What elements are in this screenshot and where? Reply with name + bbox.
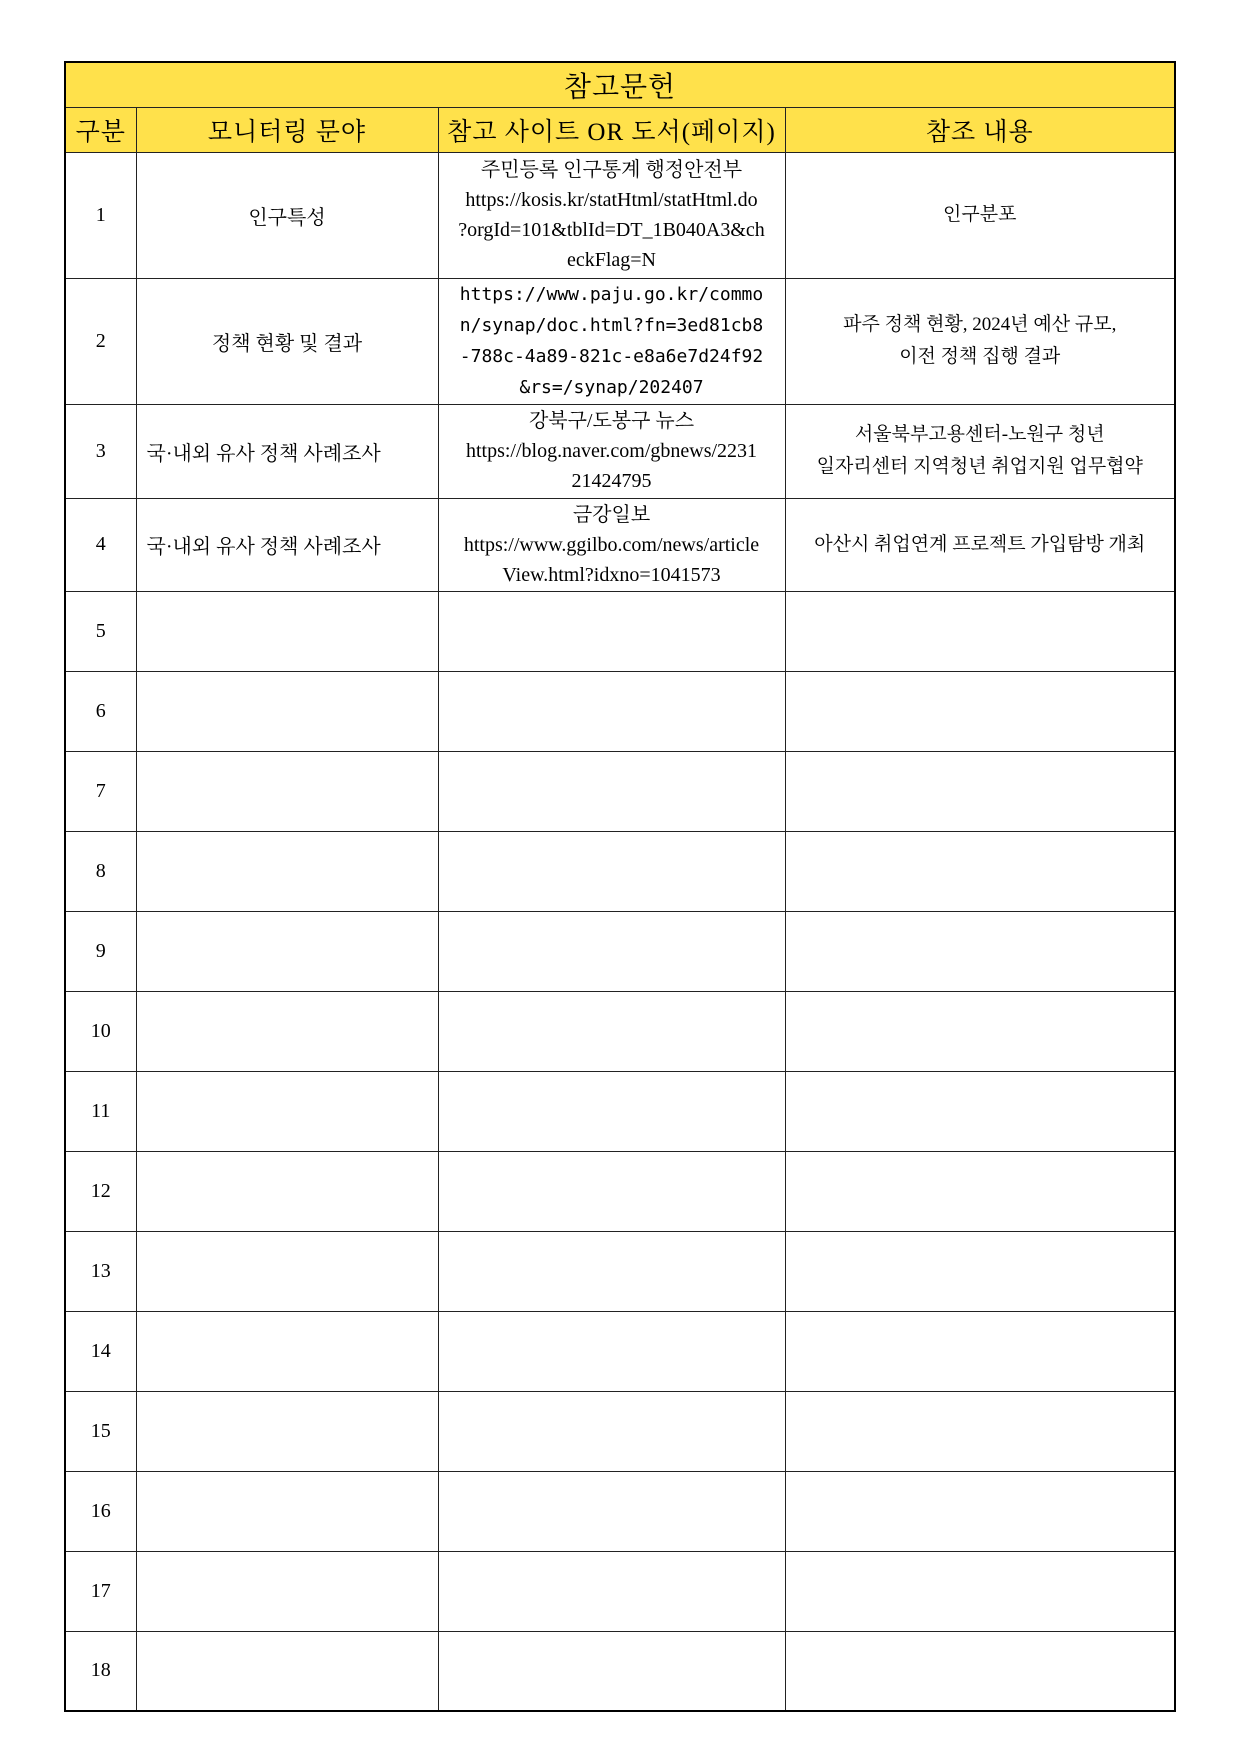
source-cell bbox=[438, 1151, 785, 1231]
table-row bbox=[65, 1391, 1175, 1471]
table-row bbox=[65, 278, 1175, 404]
source-cell bbox=[438, 831, 785, 911]
content-cell bbox=[785, 1471, 1175, 1551]
table-row bbox=[65, 1471, 1175, 1551]
source-line: n/synap/doc.html?fn=3ed81cb8 bbox=[459, 315, 764, 336]
content-cell bbox=[785, 991, 1175, 1071]
content-cell bbox=[785, 751, 1175, 831]
content-cell bbox=[785, 152, 1175, 278]
source-line: &rs=/synap/202407 bbox=[519, 377, 704, 398]
table-row bbox=[65, 671, 1175, 751]
topic-cell: 국·내외 유사 정책 사례조사 bbox=[136, 498, 438, 591]
table-row bbox=[65, 1231, 1175, 1311]
table-row bbox=[65, 911, 1175, 991]
content-line: 파주 정책 현황, 2024년 예산 규모, bbox=[843, 314, 1117, 335]
source-cell bbox=[438, 1231, 785, 1311]
topic-cell bbox=[136, 1311, 438, 1391]
row-number-cell: 8 bbox=[65, 831, 136, 911]
content-cell bbox=[785, 1631, 1175, 1711]
topic-cell bbox=[136, 671, 438, 751]
content-cell bbox=[785, 1391, 1175, 1471]
topic-cell bbox=[136, 831, 438, 911]
topic-cell bbox=[136, 591, 438, 671]
topic-cell bbox=[136, 1551, 438, 1631]
row-number-cell: 4 bbox=[65, 498, 136, 591]
source-cell bbox=[438, 152, 785, 278]
row-number-cell: 16 bbox=[65, 1471, 136, 1551]
topic-cell bbox=[136, 751, 438, 831]
topic-cell bbox=[136, 1071, 438, 1151]
topic-cell bbox=[136, 1231, 438, 1311]
row-number-cell: 5 bbox=[65, 591, 136, 671]
topic-cell bbox=[136, 1151, 438, 1231]
row-number-cell: 1 bbox=[65, 152, 136, 278]
source-line: https://kosis.kr/statHtml/statHtml.do bbox=[465, 189, 758, 211]
source-cell bbox=[438, 1471, 785, 1551]
row-number-cell: 2 bbox=[65, 278, 136, 404]
source-cell bbox=[438, 278, 785, 404]
row-number-cell: 7 bbox=[65, 751, 136, 831]
source-line: https://www.paju.go.kr/commo bbox=[459, 284, 764, 305]
header-source: 참고 사이트 OR 도서(페이지) bbox=[438, 107, 785, 152]
header-topic: 모니터링 문야 bbox=[136, 107, 438, 152]
content-cell bbox=[785, 591, 1175, 671]
source-line: 강북구/도봉구 뉴스 bbox=[528, 410, 695, 432]
table-row bbox=[65, 498, 1175, 591]
row-number-cell: 6 bbox=[65, 671, 136, 751]
source-line: https://blog.naver.com/gbnews/2231 bbox=[465, 440, 758, 462]
content-cell bbox=[785, 1311, 1175, 1391]
source-cell bbox=[438, 671, 785, 751]
row-number-cell: 3 bbox=[65, 404, 136, 498]
content-cell bbox=[785, 1551, 1175, 1631]
source-cell bbox=[438, 1631, 785, 1711]
row-number-cell: 18 bbox=[65, 1631, 136, 1711]
table-row bbox=[65, 404, 1175, 498]
title-row bbox=[65, 62, 1175, 107]
source-line: ?orgId=101&tblId=DT_1B040A3&ch bbox=[458, 219, 765, 241]
content-cell bbox=[785, 1071, 1175, 1151]
content-cell bbox=[785, 1151, 1175, 1231]
source-cell bbox=[438, 1391, 785, 1471]
source-line: 21424795 bbox=[571, 470, 652, 492]
row-number-cell: 14 bbox=[65, 1311, 136, 1391]
source-cell bbox=[438, 751, 785, 831]
content-line: 아산시 취업연계 프로젝트 가입탐방 개최 bbox=[814, 533, 1146, 555]
source-line: 금강일보 bbox=[572, 503, 651, 526]
source-cell bbox=[438, 911, 785, 991]
source-line: -788c-4a89-821c-e8a6e7d24f92 bbox=[459, 346, 764, 367]
row-number-cell: 9 bbox=[65, 911, 136, 991]
topic-cell: 인구특성 bbox=[136, 152, 438, 278]
header-no: 구분 bbox=[65, 107, 136, 152]
source-cell bbox=[438, 591, 785, 671]
source-line: 주민등록 인구통계 행정안전부 bbox=[480, 159, 743, 181]
topic-cell bbox=[136, 1471, 438, 1551]
source-cell bbox=[438, 1071, 785, 1151]
table-row bbox=[65, 1071, 1175, 1151]
table-row bbox=[65, 1631, 1175, 1711]
row-number-cell: 17 bbox=[65, 1551, 136, 1631]
table-row bbox=[65, 152, 1175, 278]
content-line: 인구분포 bbox=[943, 204, 1017, 225]
row-number-cell: 13 bbox=[65, 1231, 136, 1311]
table-row bbox=[65, 591, 1175, 671]
row-number-cell: 12 bbox=[65, 1151, 136, 1231]
topic-cell bbox=[136, 911, 438, 991]
topic-cell bbox=[136, 1631, 438, 1711]
content-line: 일자리센터 지역청년 취업지원 업무협약 bbox=[816, 456, 1143, 477]
content-cell bbox=[785, 831, 1175, 911]
table-row bbox=[65, 831, 1175, 911]
row-number-cell: 15 bbox=[65, 1391, 136, 1471]
content-cell bbox=[785, 404, 1175, 498]
content-line: 이전 정책 집행 결과 bbox=[899, 346, 1061, 367]
table-row bbox=[65, 1551, 1175, 1631]
source-cell bbox=[438, 991, 785, 1071]
content-cell bbox=[785, 498, 1175, 591]
reference-table bbox=[64, 61, 1176, 1712]
content-line: 서울북부고용센터-노원구 청년 bbox=[854, 424, 1105, 445]
source-cell bbox=[438, 1311, 785, 1391]
row-number-cell: 10 bbox=[65, 991, 136, 1071]
topic-cell bbox=[136, 1391, 438, 1471]
content-cell bbox=[785, 911, 1175, 991]
document-title: 참고문헌 bbox=[65, 62, 1175, 107]
table-row bbox=[65, 1151, 1175, 1231]
topic-cell bbox=[136, 991, 438, 1071]
row-number-cell: 11 bbox=[65, 1071, 136, 1151]
source-cell bbox=[438, 1551, 785, 1631]
content-cell bbox=[785, 1231, 1175, 1311]
source-cell bbox=[438, 404, 785, 498]
source-line: eckFlag=N bbox=[566, 249, 657, 271]
source-line: View.html?idxno=1041573 bbox=[502, 563, 721, 586]
header-content: 참조 내용 bbox=[785, 107, 1175, 152]
content-cell bbox=[785, 671, 1175, 751]
header-row bbox=[65, 107, 1175, 152]
source-line: https://www.ggilbo.com/news/article bbox=[463, 533, 760, 556]
table-row bbox=[65, 1311, 1175, 1391]
topic-cell: 정책 현황 및 결과 bbox=[136, 278, 438, 404]
content-cell bbox=[785, 278, 1175, 404]
source-cell bbox=[438, 498, 785, 591]
topic-cell: 국·내외 유사 정책 사례조사 bbox=[136, 404, 438, 498]
table-row bbox=[65, 991, 1175, 1071]
table-row bbox=[65, 751, 1175, 831]
